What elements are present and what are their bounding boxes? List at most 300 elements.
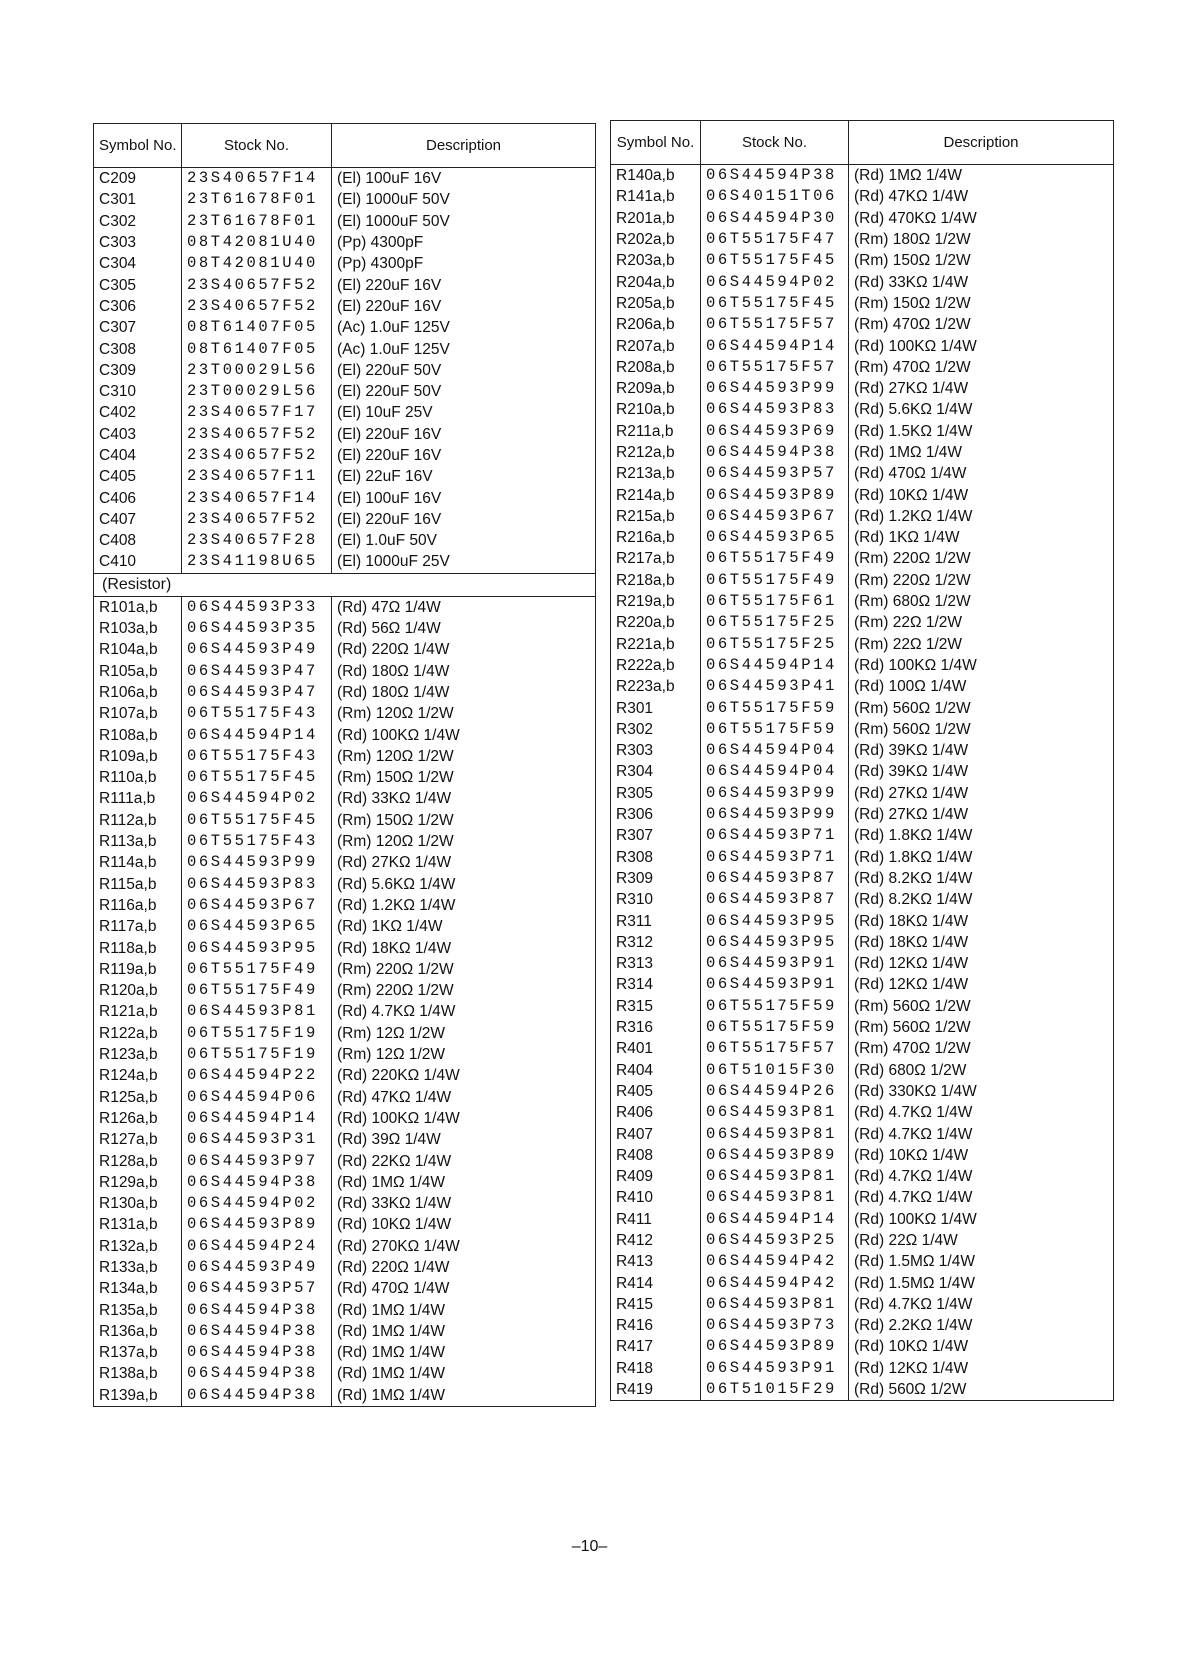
symbol-cell: R125a,b	[94, 1086, 182, 1107]
stock-number-cell: 23S40657F52	[182, 274, 332, 295]
stock-number-cell: 06T55175F59	[701, 996, 849, 1017]
description-cell: (Rd) 39KΩ 1/4W	[849, 761, 1114, 782]
stock-number-cell: 23S40657F17	[182, 402, 332, 423]
stock-number-cell: 06S44593P81	[701, 1123, 849, 1144]
description-cell: (Rd) 1MΩ 1/4W	[332, 1363, 596, 1384]
table-row	[94, 1044, 596, 1065]
symbol-cell: R304	[611, 761, 701, 782]
capacitor-rows	[94, 168, 596, 574]
description-cell: (Rd) 100KΩ 1/4W	[332, 1108, 596, 1129]
stock-number-cell: 06S44594P26	[701, 1081, 849, 1102]
stock-number-cell: 06T55175F57	[701, 357, 849, 378]
symbol-cell: R109a,b	[94, 746, 182, 767]
table-row	[611, 1251, 1114, 1272]
resistor-rows	[94, 596, 596, 1406]
description-cell: (Rd) 1MΩ 1/4W	[332, 1321, 596, 1342]
description-cell: (Pp) 4300pF	[332, 253, 596, 274]
table-row	[611, 889, 1114, 910]
stock-number-cell: 23S40657F14	[182, 487, 332, 508]
stock-number-cell: 06S44593P97	[182, 1150, 332, 1171]
table-row	[611, 186, 1114, 207]
stock-number-cell: 06T55175F57	[701, 314, 849, 335]
table-row	[611, 250, 1114, 271]
symbol-cell: R416	[611, 1315, 701, 1336]
symbol-cell: C306	[94, 296, 182, 317]
table-row	[94, 874, 596, 895]
stock-number-cell: 06S44593P57	[182, 1278, 332, 1299]
description-cell: (Rd) 180Ω 1/4W	[332, 682, 596, 703]
stock-number-cell: 06S44593P65	[182, 916, 332, 937]
stock-number-cell: 06S44594P02	[701, 271, 849, 292]
description-cell: (Rd) 47KΩ 1/4W	[849, 186, 1114, 207]
stock-number-cell: 06S44594P04	[701, 740, 849, 761]
stock-number-cell: 23T61678F01	[182, 189, 332, 210]
description-cell: (Rd) 560Ω 1/2W	[849, 1379, 1114, 1401]
symbol-cell: R133a,b	[94, 1257, 182, 1278]
table-row	[611, 421, 1114, 442]
description-cell: (Rd) 1.8KΩ 1/4W	[849, 825, 1114, 846]
description-cell: (Rm) 22Ω 1/2W	[849, 612, 1114, 633]
stock-number-cell: 06T55175F43	[182, 746, 332, 767]
table-row	[94, 703, 596, 724]
description-cell: (Rd) 1.5MΩ 1/4W	[849, 1272, 1114, 1293]
symbol-cell: C308	[94, 338, 182, 359]
table-row	[611, 1379, 1114, 1401]
symbol-cell: R113a,b	[94, 831, 182, 852]
stock-number-cell: 06S44594P42	[701, 1251, 849, 1272]
symbol-cell: R413	[611, 1251, 701, 1272]
table-row	[94, 402, 596, 423]
symbol-cell: C307	[94, 317, 182, 338]
description-cell: (Rd) 2.2KΩ 1/4W	[849, 1315, 1114, 1336]
table-row	[611, 1358, 1114, 1379]
stock-number-cell: 06S44593P95	[701, 932, 849, 953]
symbol-cell: C410	[94, 551, 182, 573]
symbol-cell: R409	[611, 1166, 701, 1187]
stock-number-cell: 06S44593P83	[701, 399, 849, 420]
symbol-cell: R222a,b	[611, 655, 701, 676]
table-row	[94, 682, 596, 703]
table-row	[611, 634, 1114, 655]
table-row	[611, 740, 1114, 761]
description-cell: (Rd) 8.2KΩ 1/4W	[849, 889, 1114, 910]
symbol-cell: R219a,b	[611, 591, 701, 612]
stock-number-cell: 06S44594P38	[701, 442, 849, 463]
description-cell: (Rd) 470KΩ 1/4W	[849, 208, 1114, 229]
stock-number-cell: 06S44593P83	[182, 874, 332, 895]
stock-number-cell: 06S44593P41	[701, 676, 849, 697]
description-cell: (Ac) 1.0uF 125V	[332, 317, 596, 338]
page-number: –10–	[571, 1538, 608, 1555]
symbol-cell: R137a,b	[94, 1342, 182, 1363]
table-row	[611, 378, 1114, 399]
table-row	[611, 506, 1114, 527]
description-cell: (Rm) 560Ω 1/2W	[849, 719, 1114, 740]
stock-number-cell: 06S44593P71	[701, 825, 849, 846]
table-row	[611, 676, 1114, 697]
symbol-cell: R208a,b	[611, 357, 701, 378]
stock-number-cell: 06T55175F59	[701, 697, 849, 718]
stock-number-cell: 06S44593P31	[182, 1129, 332, 1150]
header-stock: Stock No.	[701, 121, 849, 165]
table-row	[611, 1315, 1114, 1336]
symbol-cell: R140a,b	[611, 165, 701, 187]
description-cell: (Rd) 1.5MΩ 1/4W	[849, 1251, 1114, 1272]
description-cell: (Rd) 12KΩ 1/4W	[849, 953, 1114, 974]
table-row	[94, 852, 596, 873]
symbol-cell: R213a,b	[611, 463, 701, 484]
symbol-cell: C310	[94, 381, 182, 402]
description-cell: (Rd) 1MΩ 1/4W	[849, 165, 1114, 187]
table-row	[94, 338, 596, 359]
table-row	[611, 761, 1114, 782]
description-cell: (Rd) 1KΩ 1/4W	[332, 916, 596, 937]
symbol-cell: R310	[611, 889, 701, 910]
stock-number-cell: 06S44593P89	[701, 1145, 849, 1166]
table-row	[94, 788, 596, 809]
description-cell: (Rm) 120Ω 1/2W	[332, 831, 596, 852]
stock-number-cell: 06S44594P38	[182, 1299, 332, 1320]
table-row	[611, 1272, 1114, 1293]
symbol-cell: R118a,b	[94, 937, 182, 958]
table-row	[611, 463, 1114, 484]
symbol-cell: R209a,b	[611, 378, 701, 399]
table-row	[94, 1278, 596, 1299]
table-row	[94, 253, 596, 274]
stock-number-cell: 06S44593P35	[182, 618, 332, 639]
table-row	[94, 1108, 596, 1129]
description-cell: (Rm) 560Ω 1/2W	[849, 1017, 1114, 1038]
symbol-cell: R410	[611, 1187, 701, 1208]
stock-number-cell: 06T55175F49	[701, 548, 849, 569]
symbol-cell: R117a,b	[94, 916, 182, 937]
table-row	[611, 548, 1114, 569]
description-cell: (Rd) 680Ω 1/2W	[849, 1059, 1114, 1080]
table-row	[94, 895, 596, 916]
description-cell: (Rd) 47KΩ 1/4W	[332, 1086, 596, 1107]
stock-number-cell: 06S44593P91	[701, 1358, 849, 1379]
description-cell: (Rd) 27KΩ 1/4W	[849, 783, 1114, 804]
description-cell: (El) 10uF 25V	[332, 402, 596, 423]
description-cell: (El) 220uF 50V	[332, 381, 596, 402]
stock-number-cell: 06T55175F61	[701, 591, 849, 612]
description-cell: (Rm) 150Ω 1/2W	[849, 293, 1114, 314]
description-cell: (Rd) 4.7KΩ 1/4W	[849, 1166, 1114, 1187]
stock-number-cell: 06S44593P99	[701, 783, 849, 804]
table-row	[94, 661, 596, 682]
table-row	[94, 1129, 596, 1150]
table-row	[611, 1059, 1114, 1080]
description-cell: (Rd) 220Ω 1/4W	[332, 1257, 596, 1278]
table-row	[611, 293, 1114, 314]
table-row	[94, 232, 596, 253]
description-cell: (Rd) 10KΩ 1/4W	[849, 484, 1114, 505]
table-row	[611, 825, 1114, 846]
description-cell: (Rm) 220Ω 1/2W	[332, 959, 596, 980]
description-cell: (Rm) 220Ω 1/2W	[849, 570, 1114, 591]
symbol-cell: R114a,b	[94, 852, 182, 873]
stock-number-cell: 23T00029L56	[182, 360, 332, 381]
stock-number-cell: 06S44594P14	[701, 335, 849, 356]
description-cell: (Rm) 470Ω 1/2W	[849, 357, 1114, 378]
description-cell: (Rd) 27KΩ 1/4W	[849, 804, 1114, 825]
description-cell: (Rm) 470Ω 1/2W	[849, 314, 1114, 335]
stock-number-cell: 23S40657F11	[182, 466, 332, 487]
symbol-cell: C301	[94, 189, 182, 210]
description-cell: (Rd) 1MΩ 1/4W	[849, 442, 1114, 463]
symbol-cell: R103a,b	[94, 618, 182, 639]
stock-number-cell: 23S40657F52	[182, 509, 332, 530]
table-row	[94, 487, 596, 508]
stock-number-cell: 06T55175F49	[182, 959, 332, 980]
description-cell: (Rd) 12KΩ 1/4W	[849, 1358, 1114, 1379]
table-row	[611, 804, 1114, 825]
stock-number-cell: 06T55175F59	[701, 719, 849, 740]
description-cell: (Rd) 27KΩ 1/4W	[849, 378, 1114, 399]
table-row	[611, 953, 1114, 974]
description-cell: (Rm) 470Ω 1/2W	[849, 1038, 1114, 1059]
table-row	[611, 229, 1114, 250]
table-row	[94, 360, 596, 381]
symbol-cell: R404	[611, 1059, 701, 1080]
description-cell: (Rm) 680Ω 1/2W	[849, 591, 1114, 612]
stock-number-cell: 06S44594P30	[701, 208, 849, 229]
stock-number-cell: 06S44594P38	[701, 165, 849, 187]
table-row	[611, 974, 1114, 995]
description-cell: (Rd) 10KΩ 1/4W	[332, 1214, 596, 1235]
description-cell: (Rd) 4.7KΩ 1/4W	[849, 1102, 1114, 1123]
symbol-cell: R207a,b	[611, 335, 701, 356]
symbol-cell: R411	[611, 1209, 701, 1230]
description-cell: (Rd) 1MΩ 1/4W	[332, 1385, 596, 1407]
stock-number-cell: 23S40657F14	[182, 168, 332, 190]
stock-number-cell: 06T55175F25	[701, 612, 849, 633]
table-row	[94, 1363, 596, 1384]
symbol-cell: C303	[94, 232, 182, 253]
table-row	[94, 1086, 596, 1107]
symbol-cell: R312	[611, 932, 701, 953]
table-row	[611, 484, 1114, 505]
description-cell: (Rd) 1KΩ 1/4W	[849, 527, 1114, 548]
table-row	[611, 399, 1114, 420]
stock-number-cell: 06T55175F45	[182, 767, 332, 788]
symbol-cell: R418	[611, 1358, 701, 1379]
stock-number-cell: 23T61678F01	[182, 211, 332, 232]
symbol-cell: R134a,b	[94, 1278, 182, 1299]
symbol-cell: R204a,b	[611, 271, 701, 292]
stock-number-cell: 06T55175F45	[701, 293, 849, 314]
symbol-cell: R135a,b	[94, 1299, 182, 1320]
table-row	[94, 274, 596, 295]
symbol-cell: R306	[611, 804, 701, 825]
symbol-cell: R106a,b	[94, 682, 182, 703]
table-row	[94, 381, 596, 402]
stock-number-cell: 06S44594P38	[182, 1172, 332, 1193]
symbol-cell: R303	[611, 740, 701, 761]
stock-number-cell: 08T42081U40	[182, 232, 332, 253]
symbol-cell: R136a,b	[94, 1321, 182, 1342]
symbol-cell: R108a,b	[94, 724, 182, 745]
description-cell: (Rd) 12KΩ 1/4W	[849, 974, 1114, 995]
symbol-cell: R202a,b	[611, 229, 701, 250]
description-cell: (Rd) 1MΩ 1/4W	[332, 1342, 596, 1363]
table-row	[94, 831, 596, 852]
table-row	[94, 317, 596, 338]
description-cell: (Rd) 22KΩ 1/4W	[332, 1150, 596, 1171]
table-row	[611, 208, 1114, 229]
description-cell: (Rd) 180Ω 1/4W	[332, 661, 596, 682]
parts-table-left	[93, 123, 596, 1407]
table-row	[611, 335, 1114, 356]
table-row	[611, 271, 1114, 292]
symbol-cell: R316	[611, 1017, 701, 1038]
stock-number-cell: 06S44593P73	[701, 1315, 849, 1336]
stock-number-cell: 06T51015F30	[701, 1059, 849, 1080]
symbol-cell: R101a,b	[94, 596, 182, 618]
symbol-cell: R127a,b	[94, 1129, 182, 1150]
table-row	[94, 724, 596, 745]
table-row	[611, 847, 1114, 868]
table-row	[611, 165, 1114, 187]
symbol-cell: R406	[611, 1102, 701, 1123]
description-cell: (El) 220uF 16V	[332, 424, 596, 445]
table-row	[94, 1150, 596, 1171]
symbol-cell: R216a,b	[611, 527, 701, 548]
table-row	[611, 868, 1114, 889]
description-cell: (Rd) 1.2KΩ 1/4W	[849, 506, 1114, 527]
table-row	[94, 1236, 596, 1257]
symbol-cell: C304	[94, 253, 182, 274]
stock-number-cell: 06S44593P81	[701, 1102, 849, 1123]
description-cell: (Rd) 8.2KΩ 1/4W	[849, 868, 1114, 889]
stock-number-cell: 06S44593P65	[701, 527, 849, 548]
symbol-cell: R212a,b	[611, 442, 701, 463]
symbol-cell: C406	[94, 487, 182, 508]
description-cell: (Ac) 1.0uF 125V	[332, 338, 596, 359]
table-row	[94, 551, 596, 573]
table-row	[94, 596, 596, 618]
description-cell: (Rd) 1MΩ 1/4W	[332, 1172, 596, 1193]
table-row	[611, 612, 1114, 633]
description-cell: (Rd) 470Ω 1/4W	[332, 1278, 596, 1299]
symbol-cell: R210a,b	[611, 399, 701, 420]
table-row	[94, 1065, 596, 1086]
description-cell: (Rd) 220Ω 1/4W	[332, 639, 596, 660]
stock-number-cell: 06S44593P81	[182, 1001, 332, 1022]
table-row	[611, 1102, 1114, 1123]
description-cell: (Rm) 560Ω 1/2W	[849, 996, 1114, 1017]
symbol-cell: R415	[611, 1294, 701, 1315]
description-cell: (Rd) 270KΩ 1/4W	[332, 1236, 596, 1257]
stock-number-cell: 23S40657F28	[182, 530, 332, 551]
symbol-cell: R126a,b	[94, 1108, 182, 1129]
stock-number-cell: 06S44593P81	[701, 1187, 849, 1208]
description-cell: (Rd) 18KΩ 1/4W	[849, 932, 1114, 953]
symbol-cell: R104a,b	[94, 639, 182, 660]
description-cell: (El) 220uF 16V	[332, 274, 596, 295]
stock-number-cell: 06S44593P25	[701, 1230, 849, 1251]
description-cell: (Pp) 4300pF	[332, 232, 596, 253]
table-row	[94, 189, 596, 210]
symbol-cell: C408	[94, 530, 182, 551]
table-row	[611, 442, 1114, 463]
table-row	[611, 570, 1114, 591]
description-cell: (Rd) 100KΩ 1/4W	[332, 724, 596, 745]
resistor-rows	[611, 165, 1114, 1401]
stock-number-cell: 06T55175F57	[701, 1038, 849, 1059]
table-row	[94, 1193, 596, 1214]
stock-number-cell: 06S44593P89	[701, 484, 849, 505]
table-row	[94, 1321, 596, 1342]
stock-number-cell: 06T55175F47	[701, 229, 849, 250]
table-row	[611, 591, 1114, 612]
table-row	[94, 211, 596, 232]
description-cell: (Rm) 220Ω 1/2W	[332, 980, 596, 1001]
table-row	[94, 1299, 596, 1320]
stock-number-cell: 06S44593P47	[182, 682, 332, 703]
symbol-cell: R112a,b	[94, 810, 182, 831]
description-cell: (Rd) 39KΩ 1/4W	[849, 740, 1114, 761]
description-cell: (Rd) 10KΩ 1/4W	[849, 1336, 1114, 1357]
table-row	[94, 746, 596, 767]
stock-number-cell: 23S40657F52	[182, 296, 332, 317]
description-cell: (El) 220uF 16V	[332, 296, 596, 317]
symbol-cell: C305	[94, 274, 182, 295]
stock-number-cell: 06S44593P71	[701, 847, 849, 868]
symbol-cell: R141a,b	[611, 186, 701, 207]
stock-number-cell: 06S44594P24	[182, 1236, 332, 1257]
stock-number-cell: 06S44593P67	[182, 895, 332, 916]
stock-number-cell: 06T55175F43	[182, 831, 332, 852]
stock-number-cell: 06S44593P49	[182, 639, 332, 660]
symbol-cell: R123a,b	[94, 1044, 182, 1065]
symbol-cell: R405	[611, 1081, 701, 1102]
description-cell: (Rm) 150Ω 1/2W	[332, 810, 596, 831]
table-row	[611, 932, 1114, 953]
symbol-cell: R107a,b	[94, 703, 182, 724]
stock-number-cell: 23S40657F52	[182, 424, 332, 445]
description-cell: (Rm) 12Ω 1/2W	[332, 1023, 596, 1044]
stock-number-cell: 06S44594P02	[182, 788, 332, 809]
description-cell: (El) 1000uF 50V	[332, 211, 596, 232]
stock-number-cell: 08T61407F05	[182, 338, 332, 359]
table-row	[94, 1385, 596, 1407]
description-cell: (Rm) 560Ω 1/2W	[849, 697, 1114, 718]
symbol-cell: C209	[94, 168, 182, 190]
description-cell: (El) 100uF 16V	[332, 168, 596, 190]
description-cell: (Rd) 4.7KΩ 1/4W	[849, 1294, 1114, 1315]
stock-number-cell: 08T61407F05	[182, 317, 332, 338]
description-cell: (Rd) 47Ω 1/4W	[332, 596, 596, 618]
stock-number-cell: 06S44593P91	[701, 953, 849, 974]
symbol-cell: R132a,b	[94, 1236, 182, 1257]
table-row	[94, 980, 596, 1001]
table-row	[94, 424, 596, 445]
description-cell: (Rd) 100KΩ 1/4W	[849, 655, 1114, 676]
symbol-cell: R206a,b	[611, 314, 701, 335]
symbol-cell: R311	[611, 910, 701, 931]
stock-number-cell: 23S40657F52	[182, 445, 332, 466]
table-row	[611, 527, 1114, 548]
stock-number-cell: 06S44594P14	[701, 655, 849, 676]
description-cell: (Rm) 180Ω 1/2W	[849, 229, 1114, 250]
symbol-cell: R305	[611, 783, 701, 804]
description-cell: (Rd) 330KΩ 1/4W	[849, 1081, 1114, 1102]
description-cell: (Rd) 1MΩ 1/4W	[332, 1299, 596, 1320]
symbol-cell: R414	[611, 1272, 701, 1293]
stock-number-cell: 06S44593P47	[182, 661, 332, 682]
stock-number-cell: 06S44594P22	[182, 1065, 332, 1086]
